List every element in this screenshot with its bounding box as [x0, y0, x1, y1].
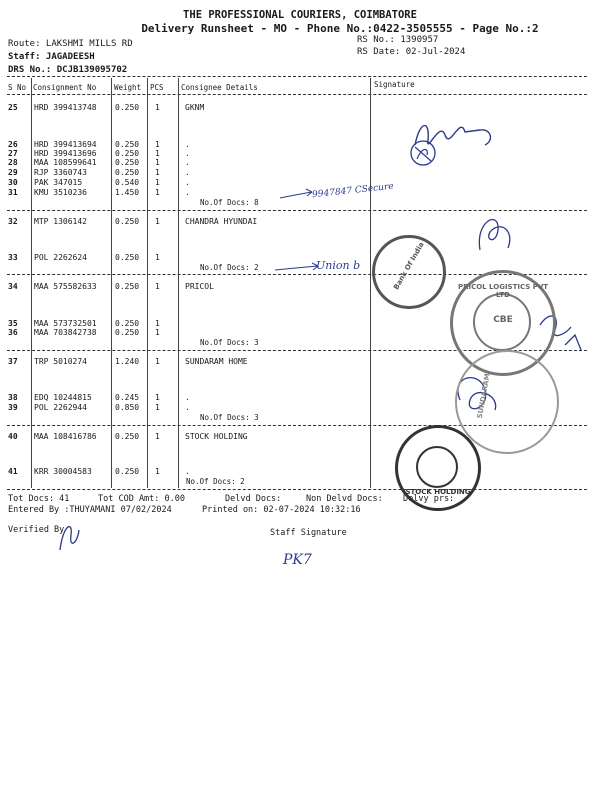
table-row: 36 MAA 703842738 0.250 1 — [8, 328, 160, 337]
verified-by: Verified By — [8, 525, 65, 535]
staff-handwritten-sign: PK7 — [283, 552, 312, 568]
handwritten-note: Union b — [316, 259, 361, 272]
table-row: 29 RJP 3360743 0.250 1 . — [8, 168, 190, 177]
table-row: 37 TRP 5010274 1.240 1 SUNDARAM HOME — [8, 357, 248, 366]
table-row: 41 KRR 30004583 0.250 1 . — [8, 467, 190, 476]
entered-by: Entered By :THUYAMANI 07/02/2024 — [8, 505, 172, 515]
col-consignment: Consignment No — [33, 83, 97, 92]
stock-holding-stamp: STOCK HOLDING — [395, 425, 481, 511]
total-cod: Tot COD Amt: 0.00 — [98, 494, 185, 504]
header-rule-top — [7, 76, 587, 77]
group-total: No.Of Docs: 8 — [200, 198, 259, 207]
col-weight: Weight — [114, 83, 142, 92]
table-row: 28 MAA 108599641 0.250 1 . — [8, 158, 190, 167]
group-total: No.Of Docs: 3 — [200, 338, 259, 347]
group-total: No.Of Docs: 2 — [200, 263, 259, 272]
table-row: 30 PAK 347015 0.540 1 . — [8, 178, 190, 187]
drs-number: DRS No.: DCJB139095702 — [8, 65, 128, 75]
sundaram-stamp: SUNDARAM — [455, 350, 559, 454]
rs-date: RS Date: 02-Jul-2024 — [357, 47, 466, 57]
signature-gknm-initials — [405, 135, 445, 175]
staff-label: Staff: JAGADEESH — [8, 52, 95, 62]
verified-signature — [55, 520, 85, 555]
delivery-prs: Delvy prs: — [403, 494, 455, 504]
table-row: 26 HRD 399413694 0.250 1 . — [8, 140, 190, 149]
company-title: THE PROFESSIONAL COURIERS, COIMBATORE — [183, 9, 417, 21]
printed-on: Printed on: 02-07-2024 10:32:16 — [202, 505, 361, 515]
rs-number: RS No.: 1390957 — [357, 35, 439, 45]
table-row: 35 MAA 573732501 0.250 1 — [8, 319, 160, 328]
table-row: 31 KMU 3510236 1.450 1 . — [8, 188, 190, 197]
runsheet-title: Delivery Runsheet - MO - Phone No.:0422-3505555 - Page No.:2 — [141, 22, 539, 35]
handwritten-note: 9947847 CSecure — [311, 181, 395, 201]
staff-signature-label: Staff Signature — [270, 528, 347, 538]
delivered-docs: Delvd Docs: — [225, 494, 282, 504]
table-row: 32 MTP 1306142 0.250 1 CHANDRA HYUNDAI — [8, 217, 258, 226]
table-row: 33 POL 2262624 0.250 1 — [8, 253, 160, 262]
table-row: 34 MAA 575582633 0.250 1 PRICOL — [8, 282, 214, 291]
col-sno: S No — [8, 83, 27, 92]
table-row: 27 HRD 399413696 0.250 1 . — [8, 149, 190, 158]
table-row: 25 HRD 399413748 0.250 1 GKNM — [8, 103, 205, 112]
col-pcs: PCS — [150, 83, 164, 92]
non-delivered-docs: Non Delvd Docs: — [306, 494, 383, 504]
table-row: 40 MAA 108416786 0.250 1 STOCK HOLDING — [8, 432, 248, 441]
header-rule-bottom — [7, 94, 587, 95]
table-row: 39 POL 2262944 0.850 1 . — [8, 403, 190, 412]
signature-chandra — [470, 210, 530, 260]
total-docs: Tot Docs: 41 — [8, 494, 70, 504]
bank-stamp: Bank Of India — [372, 235, 446, 309]
group-total: No.Of Docs: 3 — [200, 413, 259, 422]
table-row: 38 EDQ 10244815 0.245 1 . — [8, 393, 190, 402]
col-consignee: Consignee Details — [181, 83, 258, 92]
col-signature: Signature — [374, 80, 415, 89]
group-total: No.Of Docs: 2 — [186, 477, 245, 486]
route-label: Route: LAKSHMI MILLS RD — [8, 39, 133, 49]
pricol-stamp: PRICOL LOGISTICS PVT LTD CBE — [450, 270, 556, 376]
